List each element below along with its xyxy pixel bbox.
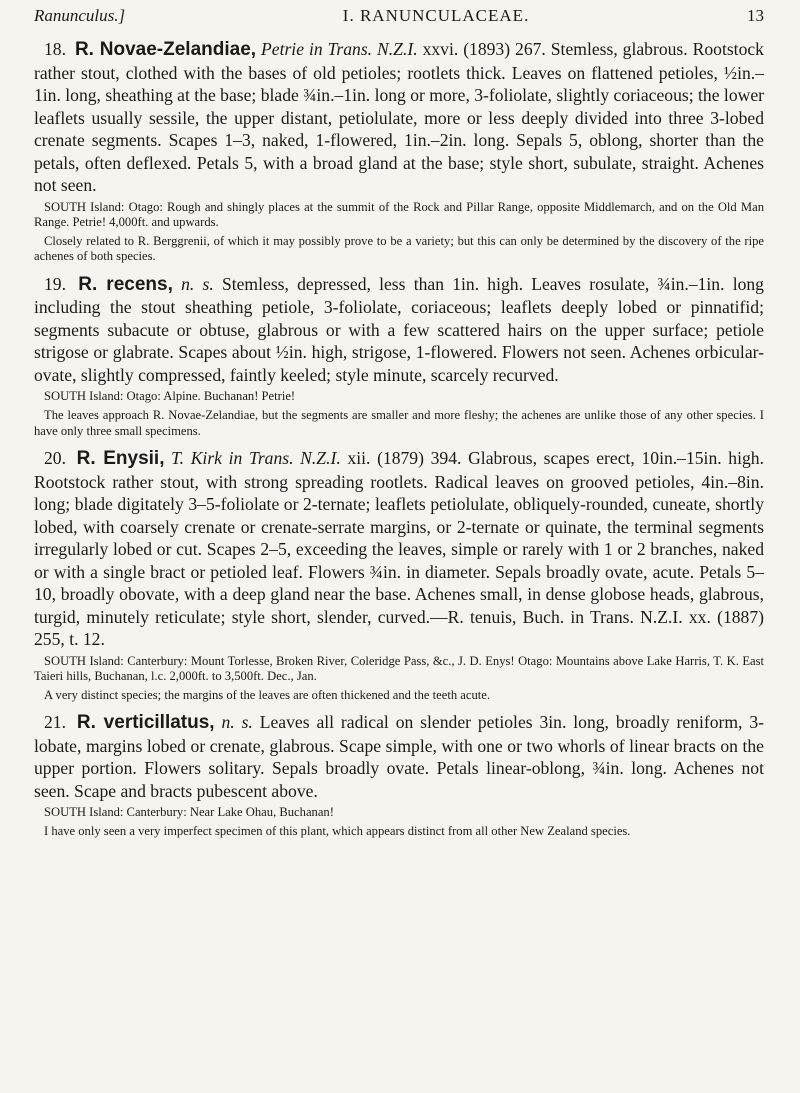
- locality-note: SOUTH Island: Canterbury: Near Lake Ohau, Buchanan!: [44, 805, 334, 820]
- species-description: [34, 38, 764, 197]
- species-name: R. Enysii,: [76, 448, 165, 470]
- locality-note: SOUTH Island: Otago: Rough and shingly places at the summit of the Rock and Pillar Range, opposite Middlemarch, and on the Old Man Range. Petrie! 4,000ft. and upwards.: [34, 199, 764, 230]
- species-entry-18: [34, 38, 764, 265]
- locality-note: SOUTH Island: Otago: Alpine. Buchanan! Petrie!: [44, 389, 296, 404]
- running-header: [34, 6, 764, 26]
- comment-note: Closely related to R. Berggrenii, of which it may possibly prove to be a variety; but this can only be determined by the discovery of the ripe achenes of both species.: [34, 233, 764, 264]
- comment-note: I have only seen a very imperfect specimen of this plant, which appears distinct from all other New Zealand species.: [44, 824, 631, 839]
- species-description: [34, 273, 764, 387]
- species-number: 21.: [44, 712, 66, 733]
- header-genus: Ranunculus.]: [34, 6, 126, 25]
- comment-note: The leaves approach R. Novae-Zelandiae, but the segments are smaller and more fleshy; the achenes are unlike those of any other species. I have only three small specimens.: [34, 407, 764, 438]
- species-number: 20.: [44, 448, 66, 469]
- species-name: R. Novae-Zelandiae,: [74, 39, 257, 60]
- description-text: Stemless, depressed, less than 1in. high. Leaves rosulate, ¾in.–1in. long including the stout sheathing petiole, 3-foliolate, coriaceous; leaflets deeply lobed or pinnatifid; segments subacute or obtuse, glabrous or with a few scattered hairs on the upper surface; petiole strigose or glabrate. Scapes about ½in. high, strigose, 1-flowered. Flowers not seen. Achenes orbicular-ovate, slightly compressed, faintly keeled; style minute, scarcely recurved.: [34, 273, 764, 385]
- page-number: 13: [746, 6, 764, 25]
- description-text: Leaves all radical on slender petioles 3in. long, broadly reniform, 3-lobate, margins lobed or crenate, glabrous. Scape simple, with one or two whorls of linear bracts on the upper portion. Flowers solitary. Sepals broadly ovate. Petals linear-oblong, ¾in. long. Achenes not seen. Scape and bracts pubescent above.: [34, 712, 764, 801]
- description-text: xii. (1879) 394. Glabrous, scapes erect, 10in.–15in. high. Rootstock rather stout, with strong spreading rootlets. Radical leaves on grooved petioles, 4in.–8in. long; blade digitately 3–5-foliolate or 2-ternate; leaflets petiolulate, obliquely-rounded, cuneate, shortly lobed, with coarsely crenate or crenate-serrate margins, or 2-ternate or quinate, the terminal segments irregularly lobed or cut. Scapes 2–5, exceeding the leaves, simple or rarely with 1 or 2 branches, naked or with a single bract or petioled leaf. Flowers ¾in. in diameter. Sepals broadly ovate, acute. Petals 5–10, broadly obovate, with a deep gland near the base. Achenes small, in dense globose heads, glabrous, turgid, minutely reticulate; style short, slender, curved.—R. tenuis, Buch. in Trans. N.Z.I. xx. (1887) 255, t. 12.: [34, 448, 764, 650]
- species-authority: n. s.: [181, 273, 214, 294]
- description-text: xxvi. (1893) 267. Stemless, glabrous. Rootstock rather stout, clothed with the bases of old petioles; rootlets thick. Leaves on flattened petioles, ½in.–1in. long, sheathing at the base; blade ¾in.–1in. long or more, 3-foliolate, slightly coriaceous; the lower leaflets usually sessile, the upper distant, petiolulate, more or less deeply divided into three 3-lobed crenate segments. Scapes 1–3, naked, 1-flowered, 1in.–2in. long. Sepals 5, oblong, shorter than the petals, often deflexed. Petals 5, with a broad gland at the base; style short, subulate, straight. Achenes not seen.: [34, 39, 764, 195]
- species-entry-20: [34, 447, 764, 703]
- species-authority: Petrie in Trans. N.Z.I.: [261, 39, 418, 59]
- species-number: 19.: [44, 273, 66, 294]
- species-authority: n. s.: [221, 712, 253, 733]
- species-name: R. verticillatus,: [76, 712, 215, 734]
- species-description: [34, 447, 764, 651]
- comment-note: A very distinct species; the margins of the leaves are often thickened and the teeth acute.: [44, 687, 490, 702]
- species-number: 18.: [44, 39, 66, 59]
- header-family: I. RANUNCULACEAE.: [342, 6, 530, 25]
- species-authority: T. Kirk in Trans. N.Z.I.: [171, 448, 341, 469]
- locality-note: SOUTH Island: Canterbury: Mount Torlesse, Broken River, Coleridge Pass, &c., J. D. Enys! Otago: Mountains above Lake Harris, T. K. East Taieri hills, Buchanan, l.c. 2,000ft. to 3,500ft. Dec., Jan.: [34, 653, 764, 684]
- species-entry-19: [34, 273, 764, 439]
- species-description: [34, 711, 764, 802]
- species-entry-21: [34, 711, 764, 839]
- species-name: R. recens,: [78, 273, 173, 295]
